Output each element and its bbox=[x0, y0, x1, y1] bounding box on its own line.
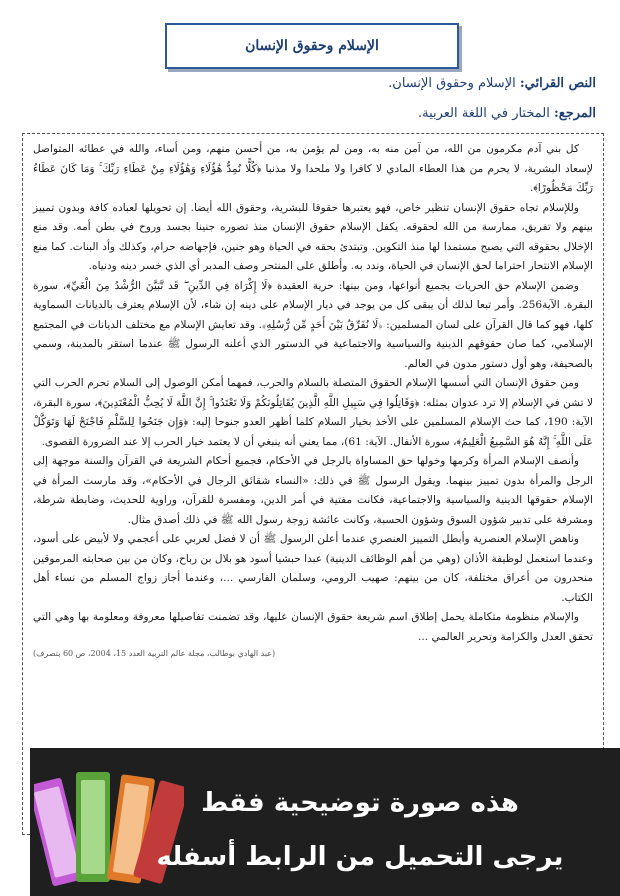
ref-label: المرجع: bbox=[553, 106, 596, 121]
paragraph-5: وأنصف الإسلام المرأة وكرمها وخولها حق المساواة بالرجل في الأحكام، فجميع أحكام الشريعة في القرآن والسنة موجهة إلى الرجل والمرأة بدون تمييز بينهما. ويقول الرسول ﷺ في ذلك: «النساء شقائق الرجال في الأحكام»، وقد مارست المرأة في الإسلام حقوقها الدينية والسياسية والاجتماعية، فكانت مفتية في أمر الدين، ومفسرة للقرآن، وراوية للحديث، وضابطة شرطة، ومشرفة على تدبير شؤون السوق وشؤون الحسبة، وكانت عائشة زوجة رسول الله ﷺ في ذلك أصدق مثال. bbox=[33, 455, 593, 526]
paragraph-3: وضمن الإسلام حق الحريات بجميع أنواعها، ومن بينها: حرية العقيدة ﴿لَا إِكْرَاهَ فِي الدِّينِ ۖ قَد تَّبَيَّنَ الرُّشْدُ مِنَ الْغَيِّ﴾، سورة البقرة. الآية256. وأمر تبعا لذلك أن يبقى كل من يوجد في ديار الإسلام على دينه إن شاء، لأن الإسلام يعترف بالديانات السماوية كلها، فهو كما قال القرآن على لسان المسلمين: ﴿لَا نُفَرِّقُ بَيْنَ أَحَدٍ مِّن رُّسُلِهِ﴾. وقد تعايش الإسلام مع مختلف الديانات في المجتمع الإسلامي، كما صان حقوقهم الدينية والسياسية والاجتماعية في الدستور الذي أعلنه الرسول ﷺ عندما استقر بالمدينة، وسمي بالصحيفة، وهو أول دستور مدون في العالم. bbox=[33, 279, 593, 370]
text-meta bbox=[388, 76, 596, 91]
ref-value: المختار في اللغة العربية. bbox=[417, 106, 550, 121]
paragraph-4: ومن حقوق الإنسان التي أسسها الإسلام الحقوق المتصلة بالسلام والحرب، فمهما أمكن الوصول إلى السلام تحرم الحرب التي لا تشن في الإسلام إلا ترد عدوان بمثله: ﴿وَقَاتِلُوا فِي سَبِيلِ اللَّهِ الَّذِينَ يُقَاتِلُونَكُمْ وَلَا تَعْتَدُوا ۚ إِنَّ اللَّهَ لَا يُحِبُّ الْمُعْتَدِينَ﴾، سورة البقرة، الآية: 190، كما حث الإسلام المسلمين على الأخذ بخيار السلام كلما أظهر العدو جنوحا إليه: ﴿وَإِن جَنَحُوا لِلسَّلْمِ فَاجْنَحْ لَهَا وَتَوَكَّلْ عَلَى اللَّهِ ۚ إِنَّهُ هُوَ السَّمِيعُ الْعَلِيمُ﴾، سورة الأنفال. الآية: 61)، مما يعني أنه ينبغي أن لا يعتمد خيار الحرب إلا عند الضرورة القصوى. bbox=[33, 377, 593, 448]
paragraph-2: وللإسلام تجاه حقوق الإنسان تنظير خاص، فهو يعتبرها حقوقا للبشرية، وحقوق الله أيضا. إن تحويلها لعباده كافة وبدون تمييز بينهم ولا تفريق، ممارسة من الله لحقوقه. يكفل الإسلام حقوق الإنسان منذ تصوره جنينا بجسد وروح في بطن أمه. وقد منع الإخلال بحقوقه التي يصبح مستمدا لها منذ التكوين. وتبتدئ بحقه في الحياة وهو جنين، فإجهاضه حرام، وكذلك وأد البنات. كما منع الإسلام الانتحار احتراما لحق الإنسان في الحياة، وندد به. وأطلق على المنتحر وصف المدبر أي الذي خسر دينه ودنياه. bbox=[33, 201, 593, 272]
banner-line-2: يرجى التحميل من الرابط أسفله bbox=[156, 842, 564, 872]
source-citation: (عبد الهادي بوطالب، مجلة عالم التربية العدد 15، 2004، ص 60 بتصرف) bbox=[33, 649, 276, 658]
paragraph-6: وناهض الإسلام العنصرية وأبطل التمييز العنصري عندما أعلن الرسول ﷺ أن لا فضل لعربي على أعجمي ولا لأبيض على أسود، وعندما استعمل لوظيفة الأذان (وهي من أهم الوظائف الدينية) عبدا حبشيا أسود هو بلال بن رباح، وكان من بين صحابته المرموقين منحدرون من أعراق مختلفة، كان من بينهم: صهيب الرومي، وسلمان الفارسي ...، وعندما أجاز زواج المسلم من نساء أهل الكتاب. bbox=[33, 533, 593, 604]
banner-line-1: هذه صورة توضيحية فقط bbox=[201, 788, 519, 818]
paragraph-7: والإسلام منظومة متكاملة يحمل إطلاق اسم شريعة حقوق الإنسان عليها، وقد تضمنت تفاصيلها معروفة ومعلومة بها وهي التي تحقق العدل والكرامة وتحرير العالمي ... bbox=[33, 611, 593, 643]
paragraph-1: كل بني آدم مكرمون من الله، من آمن منه به، ومن لم يؤمن به، من أحسن منهم، ومن أساء، والله في عطائه المتواصل لإسعاد البشرية، لا يحرم من هذا العطاء المادي لا كافرا ولا ملحدا ولا مذنبا ﴿كُلًّا نُمِدُّ هَٰؤُلَاءِ وَهَٰؤُلَاءِ مِنْ عَطَاءِ رَبِّكَ ۚ وَمَا كَانَ عَطَاءُ رَبِّكَ مَحْظُورًا﴾. bbox=[33, 143, 593, 194]
text-label: النص القرائي: bbox=[519, 76, 596, 91]
download-banner bbox=[30, 748, 620, 896]
text-value: الإسلام وحقوق الإنسان. bbox=[388, 76, 516, 91]
ref-meta bbox=[418, 106, 596, 121]
page-title: الإسلام وحقوق الإنسان bbox=[165, 23, 459, 69]
text-frame bbox=[22, 133, 604, 835]
